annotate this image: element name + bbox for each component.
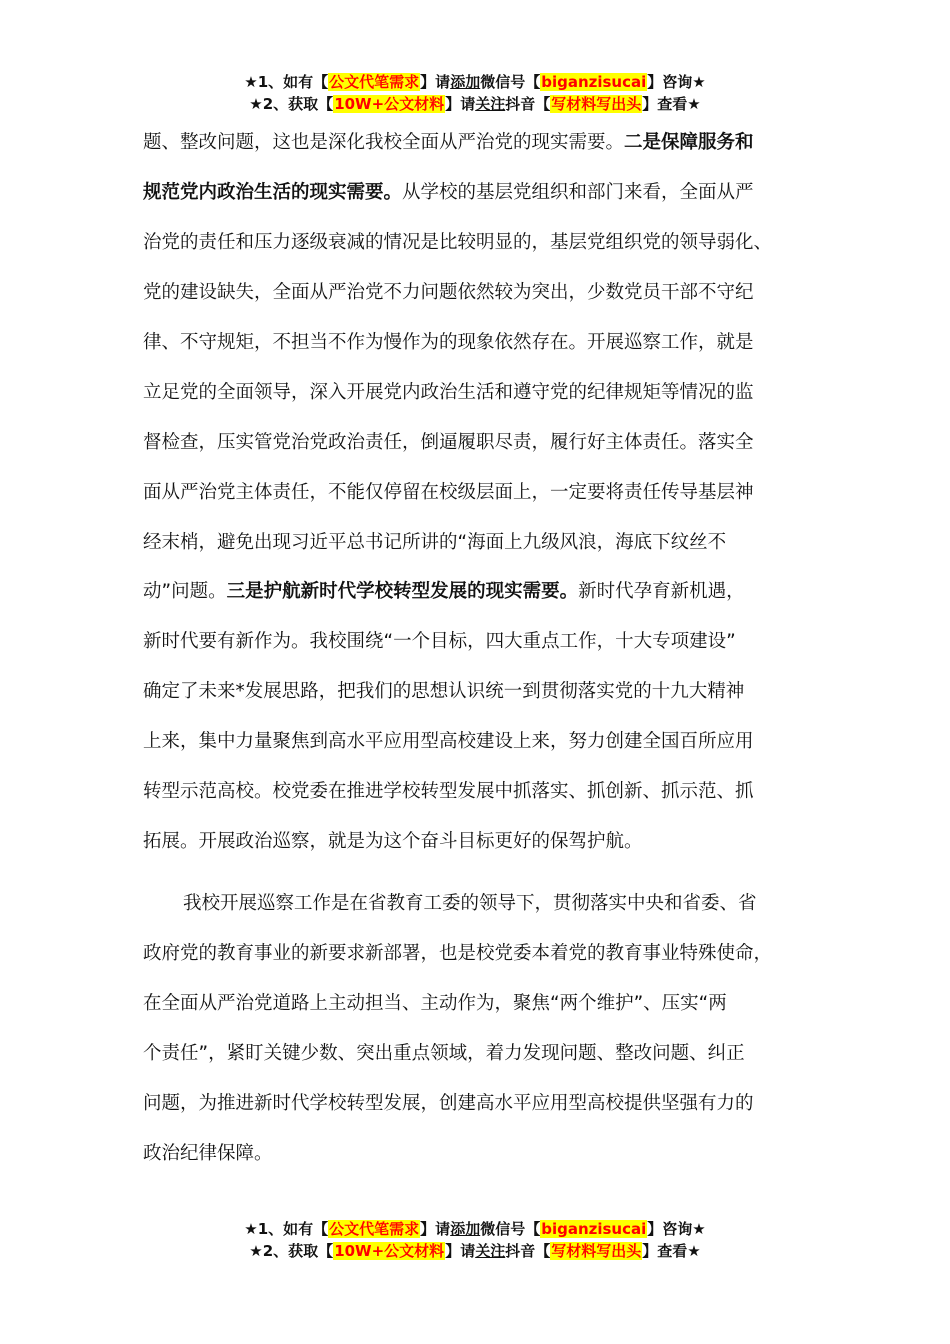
highlight-service: 公文代笔需求 [329,73,420,91]
text-line [143,128,754,158]
underlined-word: 添加 [450,1220,481,1238]
text-line: 政治纪律保障。 [143,1143,273,1164]
text-run: 从学校的基层党组织和部门来看，全面从严 [402,182,754,203]
underlined-word: 关注 [475,1242,506,1260]
banner-text: 】请 [445,95,476,113]
text-line: 经末梢，避免出现习近平总书记所讲的“海面上九级风浪，海底下纹丝不 [143,532,727,553]
text-line: 面从严治党主体责任，不能仅停留在校级层面上，一定要将责任传导基层神 [143,482,754,503]
bold-heading: 三是护航新时代学校转型发展的现实需要。 [226,581,579,602]
banner-line-2 [0,1240,950,1262]
text-line: 拓展。开展政治巡察，就是为这个奋斗目标更好的保驾护航。 [143,831,643,852]
text-line: 律、不守规矩，不担当不作为慢作为的现象依然存在。开展巡察工作，就是 [143,332,754,353]
text-line [143,577,745,607]
banner-text: 抖音【 [505,95,551,113]
banner-text: 】请 [420,73,451,91]
underlined-word: 关注 [475,95,506,113]
bold-heading: 规范党内政治生活的现实需要。 [143,182,403,203]
banner-text: 】查看★ [642,95,701,113]
highlight-wechat-id: biganzisucai [541,1220,647,1238]
text-line: 问题，为推进新时代学校转型发展，创建高水平应用型高校提供坚强有力的 [143,1093,754,1114]
text-line: 新时代要有新作为。我校围绕“一个目标，四大重点工作，十大专项建设” [143,631,736,652]
banner-text: 】咨询★ [647,1220,706,1238]
header-banner [0,71,950,115]
banner-text: 微信号【 [480,73,541,91]
highlight-douyin-account: 写材料写出头 [551,1242,642,1260]
text-line: 转型示范高校。校党委在推进学校转型发展中抓落实、抓创新、抓示范、抓 [143,781,754,802]
banner-text: 】咨询★ [647,73,706,91]
banner-text: ★2、获取【 [249,1242,334,1260]
underlined-word: 添加 [450,73,481,91]
text-line: 政府党的教育事业的新要求新部署，也是校党委本着党的教育事业特殊使命， [143,943,773,964]
banner-text: ★2、获取【 [249,95,334,113]
banner-line-1 [0,71,950,93]
banner-text: 】请 [420,1220,451,1238]
highlight-douyin-account: 写材料写出头 [551,95,642,113]
highlight-wechat-id: biganzisucai [541,73,647,91]
text-run: 新时代孕育新机遇， [578,581,745,602]
text-line: 治党的责任和压力逐级衰减的情况是比较明显的，基层党组织党的领导弱化、 [143,232,773,253]
banner-text: ★1、如有【 [244,1220,329,1238]
text-line: 立足党的全面领导，深入开展党内政治生活和遵守党的纪律规矩等情况的监 [143,382,754,403]
banner-text: 微信号【 [480,1220,541,1238]
highlight-materials: 10W+公文材料 [334,95,445,113]
banner-text: 抖音【 [505,1242,551,1260]
text-line [143,178,754,208]
banner-text: ★1、如有【 [244,73,329,91]
text-run: 题、整改问题，这也是深化我校全面从严治党的现实需要。 [143,132,625,153]
highlight-materials: 10W+公文材料 [334,1242,445,1260]
footer-banner [0,1218,950,1262]
text-line: 督检查，压实管党治党政治责任，倒逼履职尽责，履行好主体责任。落实全 [143,432,754,453]
banner-text: 】请 [445,1242,476,1260]
text-line: 个责任”，紧盯关键少数、突出重点领域，着力发现问题、整改问题、纠正 [143,1043,745,1064]
text-line: 上来，集中力量聚焦到高水平应用型高校建设上来，努力创建全国百所应用 [143,731,754,752]
bold-heading: 二是保障服务和 [624,132,754,153]
text-line: 党的建设缺失，全面从严治党不力问题依然较为突出，少数党员干部不守纪 [143,282,754,303]
banner-text: 】查看★ [642,1242,701,1260]
banner-line-2 [0,93,950,115]
text-line: 确定了未来*发展思路，把我们的思想认识统一到贯彻落实党的十九大精神 [143,681,745,702]
text-line: 在全面从严治党道路上主动担当、主动作为，聚焦“两个维护”、压实“两 [143,993,727,1014]
text-run: 动”问题。 [143,581,227,602]
banner-line-1 [0,1218,950,1240]
highlight-service: 公文代笔需求 [329,1220,420,1238]
text-line: 我校开展巡察工作是在省教育工委的领导下，贯彻落实中央和省委、省 [183,893,757,914]
